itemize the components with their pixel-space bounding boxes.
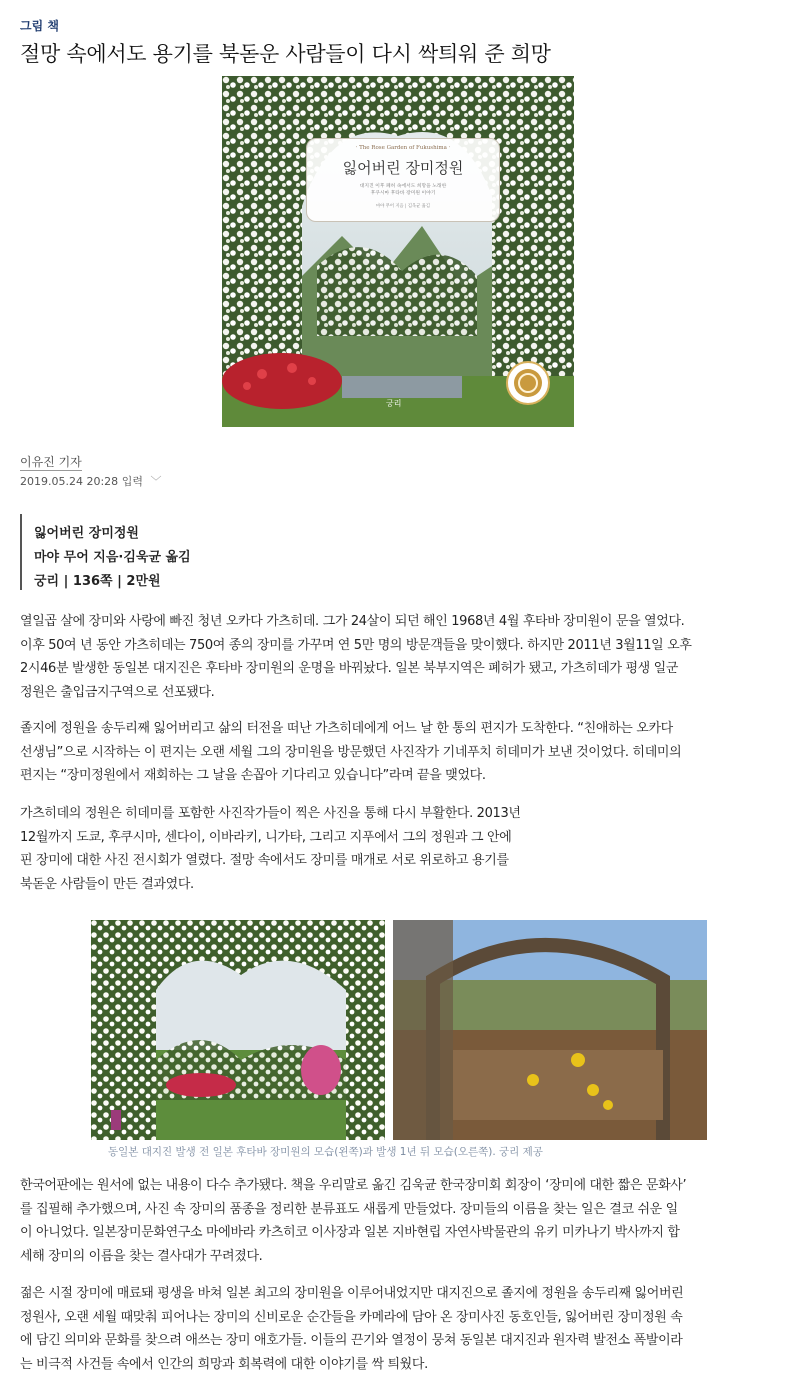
garden-after-photo (393, 920, 707, 1140)
book-info-authors: 마야 무어 지음·김욱균 옮김 (34, 550, 191, 565)
garden-before-image (91, 920, 385, 1140)
article-meta (20, 473, 161, 489)
publish-datetime: 2019.05.24 20:28 (20, 475, 119, 488)
input-label: 입력 (121, 475, 143, 488)
paragraph-4 (20, 1174, 686, 1268)
book-info-quote (20, 514, 322, 590)
paragraph-line: 한국어판에는 원서에 없는 내용이 다수 추가됐다. 책을 우리말로 옮긴 김욱균 한국장미회 회장이 ‘장미에 대한 짧은 문화사’ (20, 1178, 687, 1193)
garden-before-photo (91, 920, 385, 1140)
paragraph-line: 이후 50여 년 동안 가츠히데는 750여 종의 장미를 가꾸며 연 5만 명의 방문객들을 맞이했다. 하지만 2011년 3월11일 오후 (20, 637, 692, 653)
paragraph-line: 북돋운 사람들이 만든 결과였다. (20, 876, 194, 892)
paragraph-line: 열일곱 살에 장미와 사랑에 빠진 청년 오카다 가츠히데. 그가 24살이 되던 해인 1968년 4월 후타바 장미원이 문을 열었다. (20, 614, 685, 629)
paragraph-2 (20, 717, 681, 788)
paragraph-line: 세해 장미의 이름을 찾는 결사대가 꾸려졌다. (20, 1248, 263, 1264)
paragraph-line: 졸지에 정원을 송두리째 잃어버리고 삶의 터전을 떠난 가츠히데에게 어느 날 한 통의 편지가 도착한다. “친애하는 오카다 (20, 721, 673, 736)
photo-caption: 동일본 대지진 발생 전 일본 후타바 장미원의 모습(왼쪽)과 발생 1년 뒤 모습(오른쪽). 궁리 제공 (108, 1146, 543, 1158)
cover-publisher: 궁리 (386, 399, 402, 408)
cover-desc-line: 후쿠시마 후타바 장미원 이야기 (370, 191, 436, 196)
paragraph-line: 핀 장미에 대한 사진 전시회가 열렸다. 절망 속에서도 장미를 매개로 서로 위로하고 용기를 (20, 853, 509, 868)
paragraph-line: 선생님”으로 시작하는 이 편지는 오랜 세월 그의 장미원을 방문했던 사진작가 기네푸치 히데미가 보낸 것이었다. 히데미의 (20, 744, 682, 760)
paragraph-line: 가츠히데의 정원은 히데미를 포함한 사진작가들이 찍은 사진을 통해 다시 부활한다. 2013년 (20, 806, 521, 821)
paragraph-line: 편지는 “장미정원에서 재회하는 그 날을 손꼽아 기다리고 있습니다”라며 끝을 맺었다. (20, 768, 486, 783)
garden-after-image (393, 920, 707, 1140)
paragraph-1 (20, 610, 692, 704)
rose-seal-icon (506, 361, 550, 405)
cover-desc-line: 대지진 이후 폐허 속에서도 희망을 노래한 (359, 184, 447, 189)
cover-subtitle: · The Rose Garden of Fukushima · (355, 145, 451, 151)
paragraph-line: 정원사, 오랜 세월 때맞춰 피어나는 장미의 신비로운 순간들을 카메라에 담아 온 장미사진 동호인들, 잃어버린 장미정원 속 (20, 1309, 683, 1325)
cover-description (307, 183, 499, 197)
cover-author-line: 마야 무어 지음 | 김욱균 옮김 (376, 204, 430, 209)
page-title: 절망 속에서도 용기를 북돋운 사람들이 다시 싹틔워 준 희망 (20, 42, 551, 66)
cover-title-box (306, 138, 500, 222)
paragraph-line: 에 담긴 의미와 문화를 찾으려 애쓰는 장미 애호가들. 이들의 끈기와 열정이 뭉쳐 동일본 대지진과 원자력 발전소 폭발이라 (20, 1333, 683, 1348)
paragraph-line: 이 아니었다. 일본장미문화연구소 마에바라 카츠히코 이사장과 일본 지바현립 자연사박물관의 유키 미카나기 박사까지 합 (20, 1225, 680, 1240)
paragraph-line: 젊은 시절 장미에 매료돼 평생을 바쳐 일본 최고의 장미원을 이루어내었지만 대지진으로 졸지에 정원을 송두리째 잃어버린 (20, 1286, 684, 1301)
paragraph-3 (20, 802, 521, 896)
paragraph-line: 를 집필해 추가했으며, 사진 속 장미의 품종을 정리한 분류표도 새롭게 만들었다. 장미들의 이름을 찾는 일은 결코 쉬운 일 (20, 1201, 678, 1217)
book-cover-image (222, 76, 574, 427)
chevron-down-icon[interactable]: ﹀ (150, 475, 162, 488)
cover-title: 잃어버린 장미정원 (342, 159, 464, 177)
reporter-link[interactable]: 이유진 기자 (20, 455, 82, 469)
paragraph-line: 는 비극적 사건들 속에서 인간의 희망과 회복력에 대한 이야기를 싹 틔웠다. (20, 1356, 428, 1372)
paragraph-5 (20, 1282, 683, 1376)
paragraph-line: 2시46분 발생한 동일본 대지진은 후타바 장미원의 운명을 바꿔놨다. 일본 북부지역은 폐허가 됐고, 가츠히데가 평생 일군 (20, 661, 679, 676)
paragraph-line: 정원은 출입금지구역으로 선포됐다. (20, 684, 215, 700)
paragraph-line: 12월까지 도쿄, 후쿠시마, 센다이, 이바라키, 니가타, 그리고 지푸에서 그의 정원과 그 안에 (20, 829, 512, 845)
section-label[interactable]: 그림 책 (20, 19, 59, 33)
book-info-publisher: 궁리 | 136쪽 | 2만원 (34, 574, 161, 589)
book-info-title: 잃어버린 장미정원 (34, 526, 139, 541)
